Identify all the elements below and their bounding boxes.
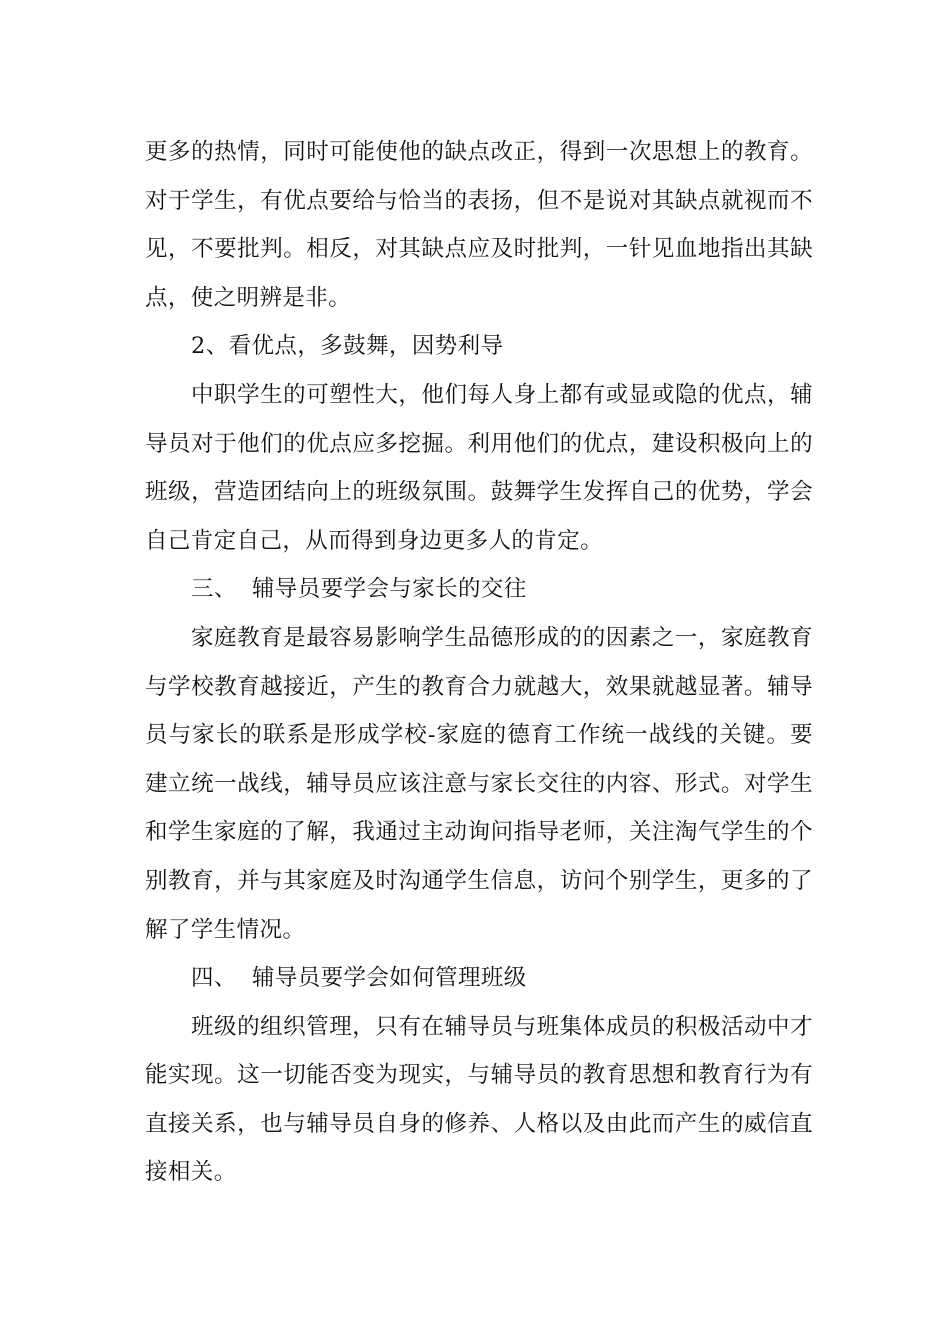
document-body (145, 128, 813, 1197)
paragraph-strengths: 中职学生的可塑性大，他们每人身上都有或显或隐的优点，辅导员对于他们的优点应多挖掘。利用他们的优点，建设积极向上的班级，营造团结向上的班级氛围。鼓舞学生发挥自己的优势，学会自己肯定自己，从而得到身边更多人的肯定。 (145, 381, 813, 554)
heading-section-four: 四、 辅导员要学会如何管理班级 (191, 965, 527, 992)
paragraph-family-education: 家庭教育是最容易影响学生品德形成的的因素之一，家庭教育与学校教育越接近，产生的教育合力就越大，效果就越显著。辅导员与家长的联系是形成学校-家庭的德育工作统一战线的关键。要建立统一战线，辅导员应该注意与家长交往的内容、形式。对学生和学生家庭的了解，我通过主动询问指导老师，关注淘气学生的个别教育，并与其家庭及时沟通学生信息，访问个别学生，更多的了解了学生情况。 (145, 624, 813, 943)
paragraph-class-management: 班级的组织管理，只有在辅导员与班集体成员的积极活动中才能实现。这一切能否变为现实，与辅导员的教育思想和教育行为有直接关系，也与辅导员自身的修养、人格以及由此而产生的威信直接相关。 (145, 1013, 813, 1186)
subheading-praise-strengths: 2、看优点，多鼓舞，因势利导 (191, 333, 504, 360)
heading-section-three: 三、 辅导员要学会与家长的交往 (191, 576, 527, 603)
paragraph-continuation: 更多的热情，同时可能使他的缺点改正，得到一次思想上的教育。对于学生，有优点要给与恰当的表扬，但不是说对其缺点就视而不见，不要批判。相反，对其缺点应及时批判，一针见血地指出其缺点，使之明辨是非。 (145, 139, 813, 311)
